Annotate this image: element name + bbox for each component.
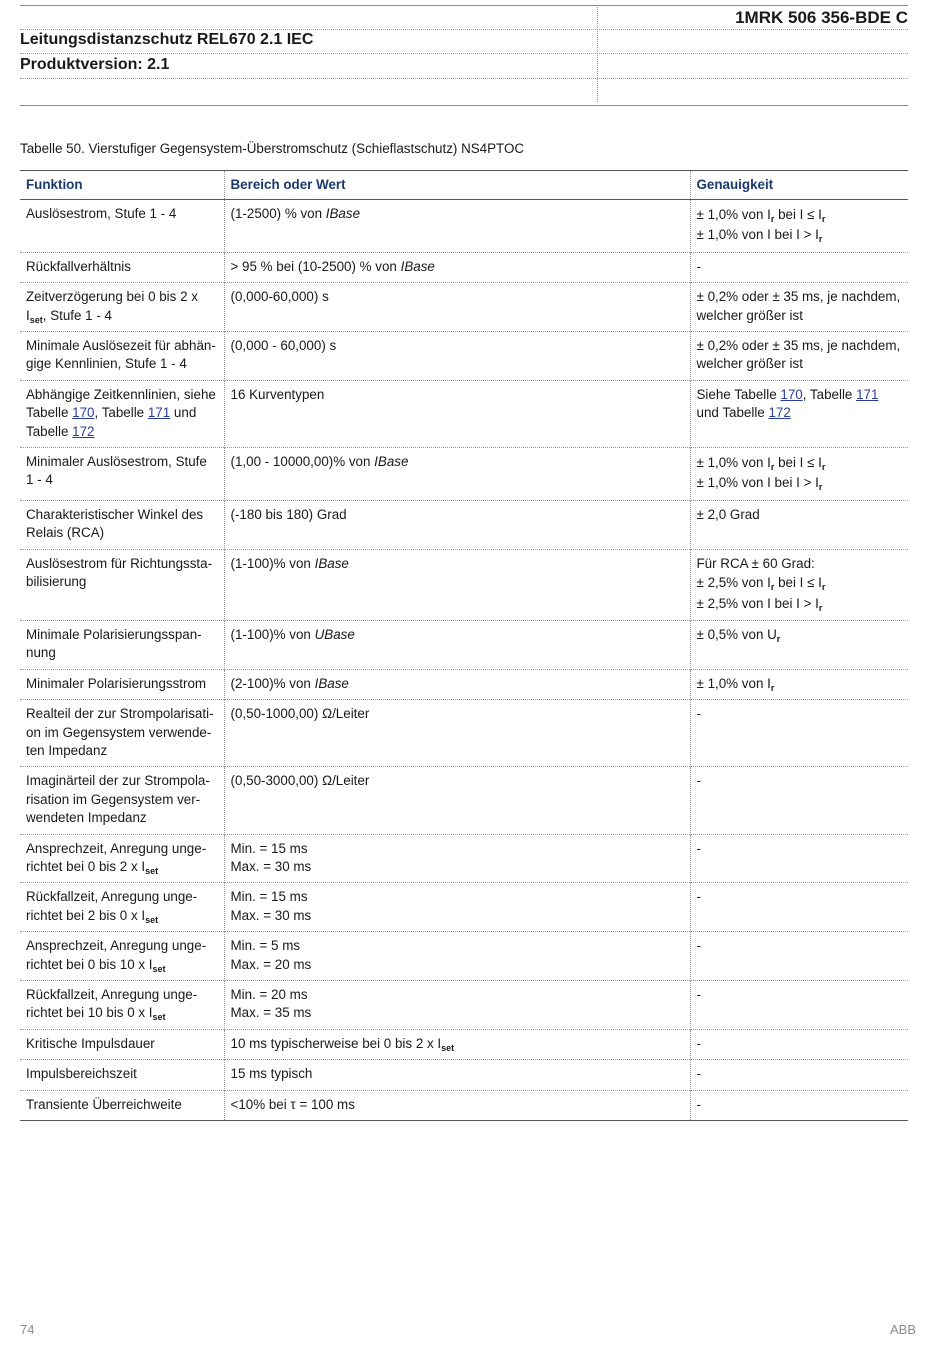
function-text: richtet bei 0 bis 10 x I [26,956,153,972]
function-text: Charakteristischer Winkel des [26,506,204,522]
function-text: Tabelle [26,405,73,421]
function-cell [20,834,224,883]
range-text: (2-100)% von [230,675,315,691]
product-version: Produktversion: 2.1 [20,56,170,73]
function-cell [20,200,224,253]
function-cell [20,932,224,981]
function-cell [20,252,224,282]
table-row [20,549,908,620]
subscript: r [818,482,823,493]
function-cell [20,448,224,501]
function-text: Minimaler Auslösestrom, Stufe [26,454,207,470]
function-text: Minimale Auslösezeit für abhän- [26,338,216,354]
range-cell [224,834,690,883]
function-text: nung [26,645,56,661]
range-cell [224,1029,690,1059]
accuracy-text: Für RCA ± 60 Grad: [696,555,815,571]
accuracy-text: Siehe Tabelle [696,386,781,402]
accuracy-text: ± 1,0% von I bei I > I [696,475,819,491]
range-cell [224,448,690,501]
range-cell [224,981,690,1030]
subscript: r [818,602,823,613]
function-cell [20,1090,224,1120]
range-cell [224,549,690,620]
range-cell [224,883,690,932]
accuracy-text: ± 1,0% von I bei I > I [696,227,819,243]
accuracy-text: ± 0,2% oder ± 35 ms, je nachdem, [696,289,901,305]
subscript: r [770,682,775,693]
table-row [20,669,908,699]
function-line [26,423,218,441]
table-row [20,283,908,332]
function-cell [20,981,224,1030]
function-text: richtet bei 0 bis 2 x I [26,858,146,874]
table-row [20,700,908,767]
range-variable: IBase [400,258,435,274]
accuracy-cell: - [690,767,908,834]
page-number: 74 [20,1322,35,1337]
accuracy-text: ± 2,5% von I bei I > I [696,595,819,611]
range-text: (1-100)% von [230,555,315,571]
function-text: Minimaler Polarisierungsstrom [26,675,207,691]
accuracy-line [697,386,903,404]
range-cell: (0,000-60,000) s [224,283,690,332]
function-cell [20,332,224,381]
subscript: r [770,214,775,224]
accuracy-text: bei I ≤ I [774,455,822,471]
function-text: risation im Gegensystem ver- [26,791,201,807]
range-cell [224,252,690,282]
function-text: Impulsbereichszeit [26,1066,137,1082]
accuracy-cell [690,200,908,253]
table-172-link[interactable]: 172 [768,405,791,421]
accuracy-line [697,453,903,473]
table-row [20,981,908,1030]
spec-table [20,170,908,1121]
table-row [20,1090,908,1120]
range-text: (1,00 - 10000,00)% von [230,454,375,470]
accuracy-cell [690,620,908,669]
column-header-funktion: Funktion [20,171,224,200]
accuracy-text: ± 1,0% von I [696,455,771,471]
accuracy-line [697,225,903,245]
table-row [20,1060,908,1090]
accuracy-cell: - [690,700,908,767]
function-text: Tabelle [26,423,73,439]
function-text: und [170,405,197,421]
accuracy-cell: - [690,932,908,981]
accuracy-cell: - [690,252,908,282]
range-text: 10 ms typischerweise bei 0 bis 2 x I [230,1035,442,1051]
function-text: Auslösestrom für Richtungssta- [26,555,213,571]
header-rule-2 [20,53,908,54]
range-cell [224,932,690,981]
header-rule-1 [20,29,908,30]
table-171-link[interactable]: 171 [147,405,171,421]
accuracy-cell: - [690,834,908,883]
function-line [26,1004,218,1022]
function-text: ten Impedanz [26,742,108,758]
function-text: Rückfallzeit, Anregung unge- [26,889,198,905]
function-text: wendeten Impedanz [26,810,147,826]
function-line [26,307,218,325]
function-cell [20,1029,224,1059]
accuracy-line [697,404,903,422]
table-row [20,500,908,549]
function-text: , Stufe 1 - 4 [42,307,112,323]
accuracy-cell: - [690,981,908,1030]
function-text: 1 - 4 [26,472,53,488]
function-text: on im Gegensystem verwende- [26,724,212,740]
function-text: gige Kennlinien, Stufe 1 - 4 [26,356,187,372]
column-header-genauigkeit: Genauigkeit [690,171,908,200]
range-text: Min. = 15 ms [230,840,308,856]
range-variable: IBase [314,675,349,691]
table-row [20,883,908,932]
document-title: Leitungsdistanzschutz REL670 2.1 IEC [20,31,314,48]
table-row [20,200,908,253]
table-row [20,448,908,501]
range-text: (1-100)% von [230,626,315,642]
accuracy-line [697,205,903,225]
table-row [20,332,908,381]
function-cell [20,669,224,699]
range-cell [224,669,690,699]
range-text: Min. = 15 ms [230,889,308,905]
accuracy-line [697,573,903,593]
table-row [20,767,908,834]
accuracy-text: bei I ≤ I [774,207,822,222]
accuracy-text: ± 0,5% von U [696,626,777,642]
function-text: Rückfallverhältnis [26,258,131,274]
function-text: Realteil der zur Strompolarisati- [26,706,214,722]
function-text: Imaginärteil der zur Strompola- [26,773,210,789]
function-text: richtet bei 2 bis 0 x I [26,907,146,923]
accuracy-cell [690,669,908,699]
range-text: Max. = 35 ms [230,1005,312,1021]
subscript: r [818,234,823,245]
accuracy-cell: - [690,1090,908,1120]
range-text: (1-2500) % von [230,206,326,221]
table-row [20,1029,908,1059]
function-text: Ansprechzeit, Anregung unge- [26,938,207,954]
header-divider [597,5,598,102]
function-text: I [26,307,30,323]
accuracy-cell [690,332,908,381]
function-line [26,404,218,422]
function-text: Abhängige Zeitkennlinien, siehe [26,386,216,402]
table-row [20,834,908,883]
range-variable: IBase [325,206,361,221]
function-line [26,956,218,974]
accuracy-text: ± 1,0% von I [696,675,771,691]
subscript: r [770,582,775,593]
subscript: set [29,314,43,325]
subscript: r [821,582,826,593]
function-text: , Tabelle [94,405,148,421]
function-line [26,907,218,925]
range-text: Max. = 20 ms [230,956,312,972]
range-cell: 15 ms typisch [224,1060,690,1090]
range-text: > 95 % bei (10-2500) % von [230,258,401,274]
function-cell [20,500,224,549]
accuracy-text: welcher größer ist [696,307,803,323]
function-cell [20,549,224,620]
header-rule-bottom [20,105,908,106]
table-header-row [20,171,908,200]
subscript: set [152,1012,166,1023]
range-variable: UBase [314,626,355,642]
range-cell: (-180 bis 180) Grad [224,500,690,549]
range-variable: IBase [374,454,409,470]
function-text: Transiente Überreichweite [26,1096,182,1112]
range-text: Max. = 30 ms [230,907,312,923]
range-text: Min. = 20 ms [230,987,308,1002]
table-row [20,620,908,669]
accuracy-cell [690,549,908,620]
function-text: richtet bei 10 bis 0 x I [26,1005,153,1021]
column-header-bereich: Bereich oder Wert [224,171,690,200]
function-cell [20,1060,224,1090]
accuracy-line [697,473,903,493]
subscript: set [145,865,159,876]
accuracy-cell: - [690,883,908,932]
accuracy-cell [690,283,908,332]
accuracy-text: ± 1,0% von I [696,207,771,222]
table-172-link[interactable]: 172 [72,423,95,439]
accuracy-cell [690,380,908,447]
accuracy-text: ± 2,5% von I [696,575,771,591]
page-header [20,5,908,106]
subscript: r [776,633,781,644]
subscript: set [152,963,166,974]
subscript: r [770,462,775,473]
accuracy-text: welcher größer ist [696,356,803,372]
function-cell [20,283,224,332]
function-line [26,858,218,876]
accuracy-cell: ± 2,0 Grad [690,500,908,549]
header-rule-top [20,5,908,6]
accuracy-line [697,594,903,614]
table-170-link[interactable]: 170 [72,405,95,421]
function-cell [20,767,224,834]
accuracy-cell [690,448,908,501]
range-cell [224,200,690,253]
table-170-link[interactable]: 170 [780,386,803,402]
accuracy-text: ± 0,2% oder ± 35 ms, je nachdem, [696,338,901,354]
range-text: Max. = 30 ms [230,858,312,874]
accuracy-text: und Tabelle [696,405,769,421]
table-row [20,932,908,981]
table-171-link[interactable]: 171 [856,386,879,402]
range-text: Min. = 5 ms [230,938,301,954]
function-text: Minimale Polarisierungsspan- [26,626,202,642]
subscript: set [145,914,159,925]
accuracy-cell: - [690,1029,908,1059]
function-text: Ansprechzeit, Anregung unge- [26,840,207,856]
function-text: bilisierung [26,574,87,590]
range-cell: (0,50-1000,00) Ω/Leiter [224,700,690,767]
document-id: 1MRK 506 356-BDE C [735,8,908,27]
function-cell [20,620,224,669]
subscript: set [441,1042,455,1053]
range-cell: (0,000 - 60,000) s [224,332,690,381]
range-cell: 16 Kurventypen [224,380,690,447]
function-text: Relais (RCA) [26,525,105,541]
header-rule-3 [20,78,908,79]
range-cell: <10% bei τ = 100 ms [224,1090,690,1120]
function-cell [20,883,224,932]
brand-name: ABB [889,1322,916,1337]
accuracy-text: bei I ≤ I [774,575,822,591]
range-cell: (0,50-3000,00) Ω/Leiter [224,767,690,834]
table-caption: Tabelle 50. Vierstufiger Gegensystem-Überstromschutz (Schieflastschutz) NS4PTOC [20,141,525,156]
range-variable: IBase [314,555,349,571]
function-cell [20,380,224,447]
function-text: Zeitverzögerung bei 0 bis 2 x [26,289,198,305]
function-text: Auslösestrom, Stufe 1 - 4 [26,206,177,221]
subscript: r [821,462,826,473]
range-cell [224,620,690,669]
table-row [20,252,908,282]
accuracy-text: , Tabelle [802,386,857,402]
function-text: Kritische Impulsdauer [26,1035,155,1051]
accuracy-cell: - [690,1060,908,1090]
function-text: Rückfallzeit, Anregung unge- [26,987,198,1002]
subscript: r [821,214,826,224]
table-row [20,380,908,447]
function-cell [20,700,224,767]
